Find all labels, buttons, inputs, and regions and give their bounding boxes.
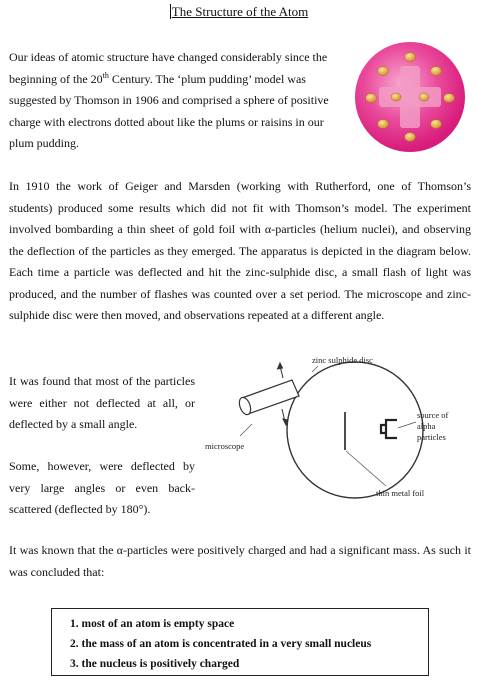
source-label-line-1: source of (417, 410, 449, 420)
plum-pudding-model-image (353, 40, 467, 154)
conclusions-box (51, 608, 429, 676)
plus-sign-horizontal (379, 87, 441, 107)
conclusion-item: 1. most of an atom is empty space (70, 618, 235, 630)
conclusion-intro-paragraph: It was known that the α-particles were positively charged and had a significant mass. As such it was concluded that: (9, 543, 471, 579)
conclusion-item: 3. the nucleus is positively charged (70, 658, 240, 670)
microscope-label: microscope (205, 441, 245, 451)
alpha-source (381, 420, 397, 438)
zinc-sulphide-disc-circle (287, 362, 423, 498)
source-label-line-3: particles (417, 432, 446, 442)
apparatus-diagram (200, 352, 478, 512)
conclusion-item: 2. the mass of an atom is concentrated in a very small nucleus (70, 638, 372, 650)
zinc-sulphide-label: zinc sulphide disc (312, 355, 373, 365)
experiment-paragraph: In 1910 the work of Geiger and Marsden (working with Rutherford, one of Thomson’s students) produced some results which did not fit with Thomson’s model. The experiment involved bombarding a thin sheet of gold foil with α-particles (helium nuclei), and observing the deflection of the particles as they emerged. The apparatus is depicted in the diagram below. Each time a particle was deflected and hit the zinc-sulphide disc, a small flash of light was produced, and the number of flashes was counted over a set period. The microscope and zinc-sulphide disc were then moved, and observations repeated at a different angle. (9, 179, 471, 322)
source-label-line-2: alpha (417, 421, 436, 431)
intro-paragraph: Our ideas of atomic structure have changed considerably since the beginning of the 20th Century. The ‘plum pudding’ model was suggested by Thomson in 1906 and comprised a sphere of positive charge with electrons dotted about like the plums or raisins in our plum pudding. (9, 50, 329, 150)
finding-paragraph-1: It was found that most of the particles were either not deflected at all, or deflected by a small angle. (9, 374, 195, 431)
finding-paragraph-2: Some, however, were deflected by very large angles or even back-scattered (deflected by 180°). (9, 459, 195, 516)
page-title: The Structure of the Atom (171, 4, 309, 19)
conclusions-list (52, 609, 428, 674)
foil-label: thin metal foil (376, 488, 425, 498)
